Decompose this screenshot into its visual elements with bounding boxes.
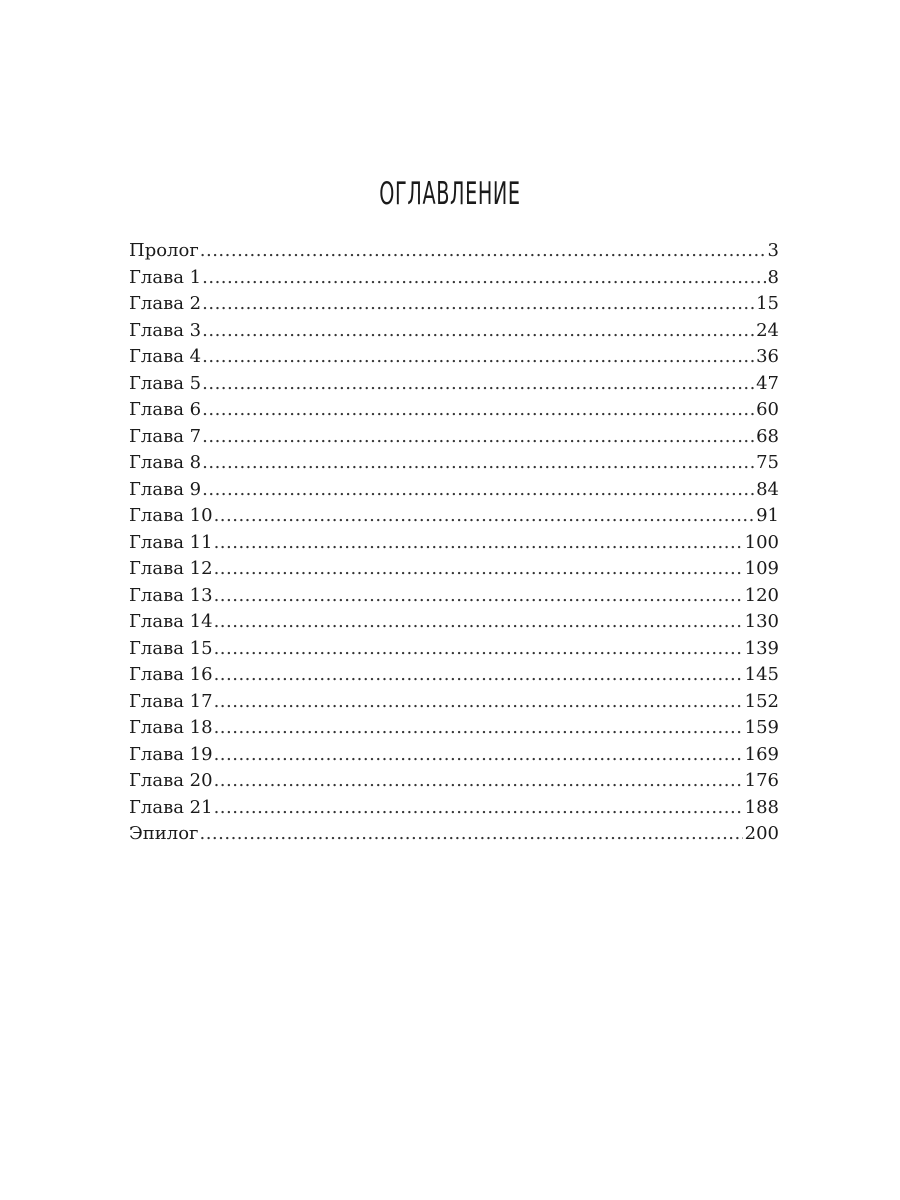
- toc-entry: [129, 530, 779, 557]
- toc-entry-label: Глава 9: [129, 478, 202, 500]
- toc-entry-label: Глава 17: [129, 690, 213, 712]
- toc-entry: [129, 397, 779, 424]
- toc-entry: [129, 371, 779, 398]
- toc-entry-label: Глава 12: [129, 558, 213, 579]
- toc-list: [129, 238, 779, 848]
- dot-leader: [202, 397, 754, 424]
- toc-entry-page: 24: [756, 319, 779, 341]
- dot-leader: [200, 238, 766, 265]
- toc-entry-page: 169: [744, 743, 779, 765]
- toc-entry-page: 109: [744, 558, 779, 579]
- dot-leader: [214, 503, 755, 530]
- toc-entry-page: 15: [756, 293, 779, 314]
- toc-title: ОГЛАВЛЕНИЕ: [379, 176, 521, 212]
- toc-entry-label: Эпилог: [129, 823, 199, 844]
- toc-entry: [129, 636, 779, 663]
- toc-entry-label: Глава 10: [129, 505, 213, 526]
- toc-entry: [129, 556, 779, 583]
- toc-entry-page: 68: [756, 425, 779, 447]
- toc-entry-label: Глава 4: [129, 346, 202, 367]
- toc-entry-label: Глава 6: [129, 399, 202, 420]
- dot-leader: [214, 556, 743, 583]
- toc-entry: [129, 662, 779, 689]
- dot-leader: [214, 530, 743, 557]
- toc-entry-page: 100: [744, 531, 779, 553]
- dot-leader: [202, 424, 754, 451]
- dot-leader: [202, 371, 754, 398]
- toc-entry-page: 8: [767, 266, 779, 288]
- toc-entry-label: Глава 5: [129, 372, 202, 394]
- toc-entry-label: Глава 21: [129, 796, 213, 818]
- toc-entry-label: Пролог: [129, 240, 199, 261]
- toc-entry-label: Глава 13: [129, 584, 213, 606]
- dot-leader: [202, 344, 754, 371]
- toc-entry-label: Глава 15: [129, 637, 213, 659]
- dot-leader: [202, 265, 765, 292]
- toc-entry-page: 152: [744, 690, 779, 712]
- toc-entry-page: 84: [756, 478, 779, 500]
- toc-entry: [129, 503, 779, 530]
- toc-entry-page: 145: [744, 664, 779, 685]
- toc-entry: [129, 477, 779, 504]
- toc-entry: [129, 450, 779, 477]
- toc-entry-page: 120: [744, 584, 779, 606]
- toc-entry-label: Глава 7: [129, 425, 202, 447]
- toc-entry: [129, 583, 779, 610]
- toc-entry: [129, 291, 779, 318]
- toc-entry-label: Глава 8: [129, 452, 202, 473]
- toc-entry-page: 3: [767, 240, 779, 261]
- toc-entry-page: 91: [756, 505, 779, 526]
- dot-leader: [214, 609, 743, 636]
- dot-leader: [202, 450, 754, 477]
- toc-entry: [129, 715, 779, 742]
- dot-leader: [214, 689, 743, 716]
- toc-entry-label: Глава 11: [129, 531, 213, 553]
- dot-leader: [214, 768, 743, 795]
- toc-entry: [129, 609, 779, 636]
- toc-entry-page: 200: [744, 823, 779, 844]
- toc-entry: [129, 238, 779, 265]
- dot-leader: [214, 795, 743, 822]
- toc-entry-label: Глава 19: [129, 743, 213, 765]
- toc-entry: [129, 689, 779, 716]
- toc-entry-label: Глава 3: [129, 319, 202, 341]
- toc-entry: [129, 821, 779, 848]
- dot-leader: [202, 318, 754, 345]
- toc-entry: [129, 795, 779, 822]
- toc-entry-label: Глава 14: [129, 611, 213, 632]
- toc-entry-label: Глава 2: [129, 293, 202, 314]
- toc-entry-page: 60: [756, 399, 779, 420]
- toc-entry: [129, 265, 779, 292]
- toc-entry-page: 159: [744, 717, 779, 738]
- toc-entry: [129, 768, 779, 795]
- toc-entry: [129, 742, 779, 769]
- toc-entry-page: 47: [756, 372, 779, 394]
- toc-entry-page: 75: [756, 452, 779, 473]
- dot-leader: [199, 821, 742, 848]
- toc-entry-label: Глава 20: [129, 770, 213, 791]
- dot-leader: [214, 662, 743, 689]
- toc-entry-label: Глава 1: [129, 266, 202, 288]
- dot-leader: [214, 742, 743, 769]
- toc-entry-page: 139: [744, 637, 779, 659]
- dot-leader: [202, 291, 754, 318]
- toc-entry-page: 176: [744, 770, 779, 791]
- dot-leader: [214, 583, 743, 610]
- toc-entry-page: 188: [744, 796, 779, 818]
- dot-leader: [202, 477, 754, 504]
- toc-entry: [129, 318, 779, 345]
- toc-entry-label: Глава 16: [129, 664, 213, 685]
- toc-entry-page: 36: [756, 346, 779, 367]
- dot-leader: [214, 636, 743, 663]
- toc-entry-page: 130: [744, 611, 779, 632]
- toc-entry: [129, 424, 779, 451]
- toc-entry-label: Глава 18: [129, 717, 213, 738]
- dot-leader: [214, 715, 743, 742]
- toc-entry: [129, 344, 779, 371]
